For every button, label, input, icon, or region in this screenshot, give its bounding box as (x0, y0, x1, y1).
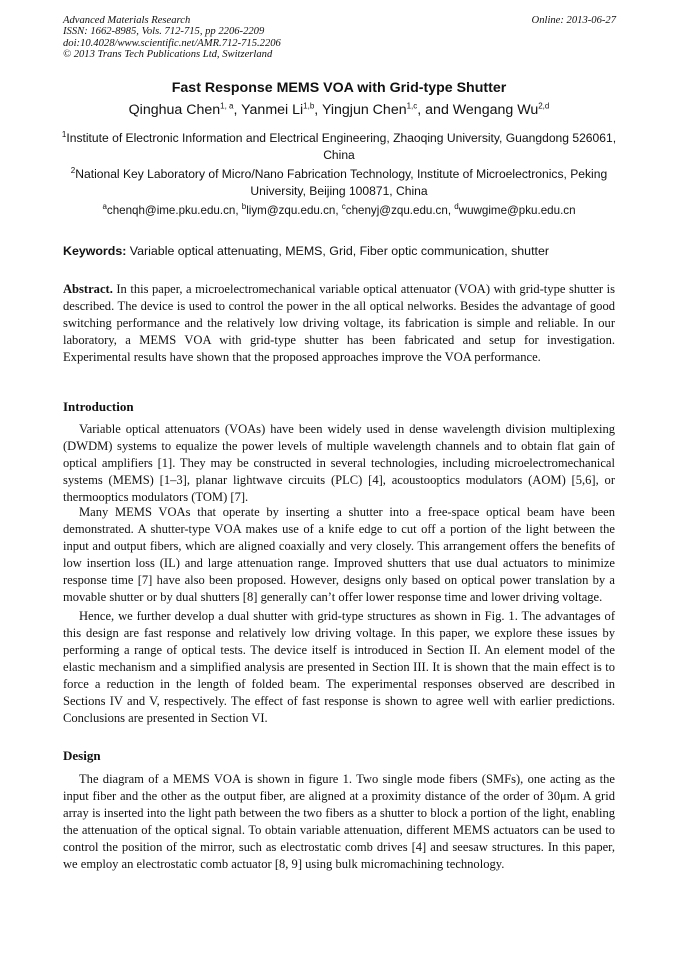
affiliation-mark: 2 (70, 165, 76, 175)
email-mark: d (454, 202, 459, 212)
author-name: Yingjun Chen (321, 102, 407, 118)
email-mark: a (102, 202, 107, 212)
issn-line: ISSN: 1662-8985, Vols. 712-715, pp 2206-2209 (63, 26, 265, 38)
affiliation-2 (60, 166, 618, 200)
affiliation-mark: 1 (61, 129, 67, 139)
author-affiliation-mark: 1, a (220, 101, 234, 111)
author-affiliation-mark: 1,b (303, 101, 315, 111)
author-affiliation-mark: 1,c (406, 101, 418, 111)
email-link[interactable]: chenqh@ime.pku.edu.cn (106, 204, 236, 217)
introduction-paragraph-2: Many MEMS VOAs that operate by inserting a shutter into a free-space optical beam have been demonstrated. A shutter-type VOA makes use of a knife edge to cut off a portion of the light between the input and output fibers, which are aligned coaxially and very closely. This arrangement offers the benefits of low insertion loss (IL) and large attenuation range. Improved shutters that use dual actuators to minimize response time [7] have also been proposed. However, designs only based on optical power translation by a movable shutter or by dual shutters [8] generally can’t offer lower response time and lower driving voltage. (63, 505, 615, 605)
copyright-line: © 2013 Trans Tech Publications Ltd, Switzerland (63, 49, 273, 61)
online-date: Online: 2013-06-27 (531, 15, 616, 26)
journal-name: Advanced Materials Research (63, 15, 191, 26)
paper-title: Fast Response MEMS VOA with Grid-type Shutter (171, 80, 507, 96)
section-heading-introduction: Introduction (63, 399, 134, 414)
author-separator: , (233, 102, 242, 118)
email-mark: c (341, 202, 346, 212)
author-name: Yanmei Li (241, 102, 304, 118)
introduction-paragraph-1: Variable optical attenuators (VOAs) have been widely used in dense wavelength division multiplexing (DWDM) systems to equalize the power levels of multiple wavelength channels and to obtain flat gain of optical amplifiers [1]. They may be constructed in several technologies, including microelectromechanical systems (MEMS) [1–3], planar lightwave circuits (PLC) [4], acoustooptics modulators (AOM) [5,6], or thermooptics modulators (TOM) [7]. (63, 422, 615, 505)
author-separator: , and (417, 102, 453, 118)
author-separator: , (314, 102, 322, 118)
keywords-text: Variable optical attenuating, MEMS, Grid, Fiber optic communication, shutter (126, 244, 549, 258)
author-name: Wengang Wu (452, 102, 539, 118)
abstract (63, 281, 615, 366)
doi-line: doi:10.4028/www.scientific.net/AMR.712-715.2206 (63, 37, 281, 49)
author-list (0, 102, 678, 118)
affiliation-text: Institute of Electronic Information and Electrical Engineering, Zhaoqing University, Guangdong 526061, China (66, 131, 617, 162)
email-link[interactable]: wuwgime@pku.edu.cn (458, 204, 576, 217)
email-mark: b (241, 202, 247, 212)
affiliation-1 (60, 130, 618, 164)
author-name: Qinghua Chen (128, 102, 221, 118)
keywords (63, 244, 623, 258)
journal-header (63, 15, 616, 61)
section-heading-design: Design (63, 748, 101, 763)
email-link[interactable]: chenyj@zqu.edu.cn (345, 204, 448, 217)
email-link[interactable]: liym@zqu.edu.cn (246, 204, 336, 217)
design-paragraph-1: The diagram of a MEMS VOA is shown in figure 1. Two single mode fibers (SMFs), one acting as the input fiber and the other as the output fiber, are aligned at a proximity distance of the order of 30μm. A grid array is inserted into the light path between the two fibers as a shutter to block a portion of the light, enabling the attenuation of the optical signal. To obtain variable attenuation, different MEMS actuators can be used to control the position of the mirror, such as electrostatic comb drives [4] and seesaw structures. In this paper, we employ an electrostatic comb actuator [8, 9] using bulk micromachining technology. (63, 772, 615, 872)
abstract-text: In this paper, a microelectromechanical variable optical attenuator (VOA) with grid-type shutter is described. The device is used to control the power in the all optical nelworks. Besides the advantage of good switching performance and the relatively low driving voltage, its fabrication is simple and reliable. In our laboratory, a MEMS VOA with grid-type shutter has been fabricated and setup for investigation. Experimental results have shown that the proposed approaches improve the VOA performance. (63, 282, 615, 365)
affiliation-text: National Key Laboratory of Micro/Nano Fabrication Technology, Institute of Microelectronics, Peking University, Beijing 100871, China (75, 167, 608, 198)
email-list: $^a$chenqh@ime.pku.edu.cn, $^b$liym@zqu.edu.cn, $^c$chenyj@zqu.edu.cn, $^d$wuwgime@pku.edu.cn (102, 202, 576, 217)
abstract-label: Abstract. (63, 282, 113, 296)
author-affiliation-mark: 2,d (538, 101, 550, 111)
introduction-paragraph-3: Hence, we further develop a dual shutter with grid-type structures as shown in Fig. 1. The advantages of this design are fast response and relatively low driving voltage. In this paper, we explore these issues by performing a range of optical tests. The device itself is introduced in Section II. An element model of the elastic mechanism and a simplified analysis are presented in Section III. It is shown that the main effect is to force a reduction in the length of folded beam. The experimental responses observed are described in Sections IV and V, respectively. The effect of fast response is shown to agree well with earlier predictions. Conclusions are presented in Section VI. (63, 609, 615, 726)
keywords-label: Keywords: (63, 244, 127, 258)
